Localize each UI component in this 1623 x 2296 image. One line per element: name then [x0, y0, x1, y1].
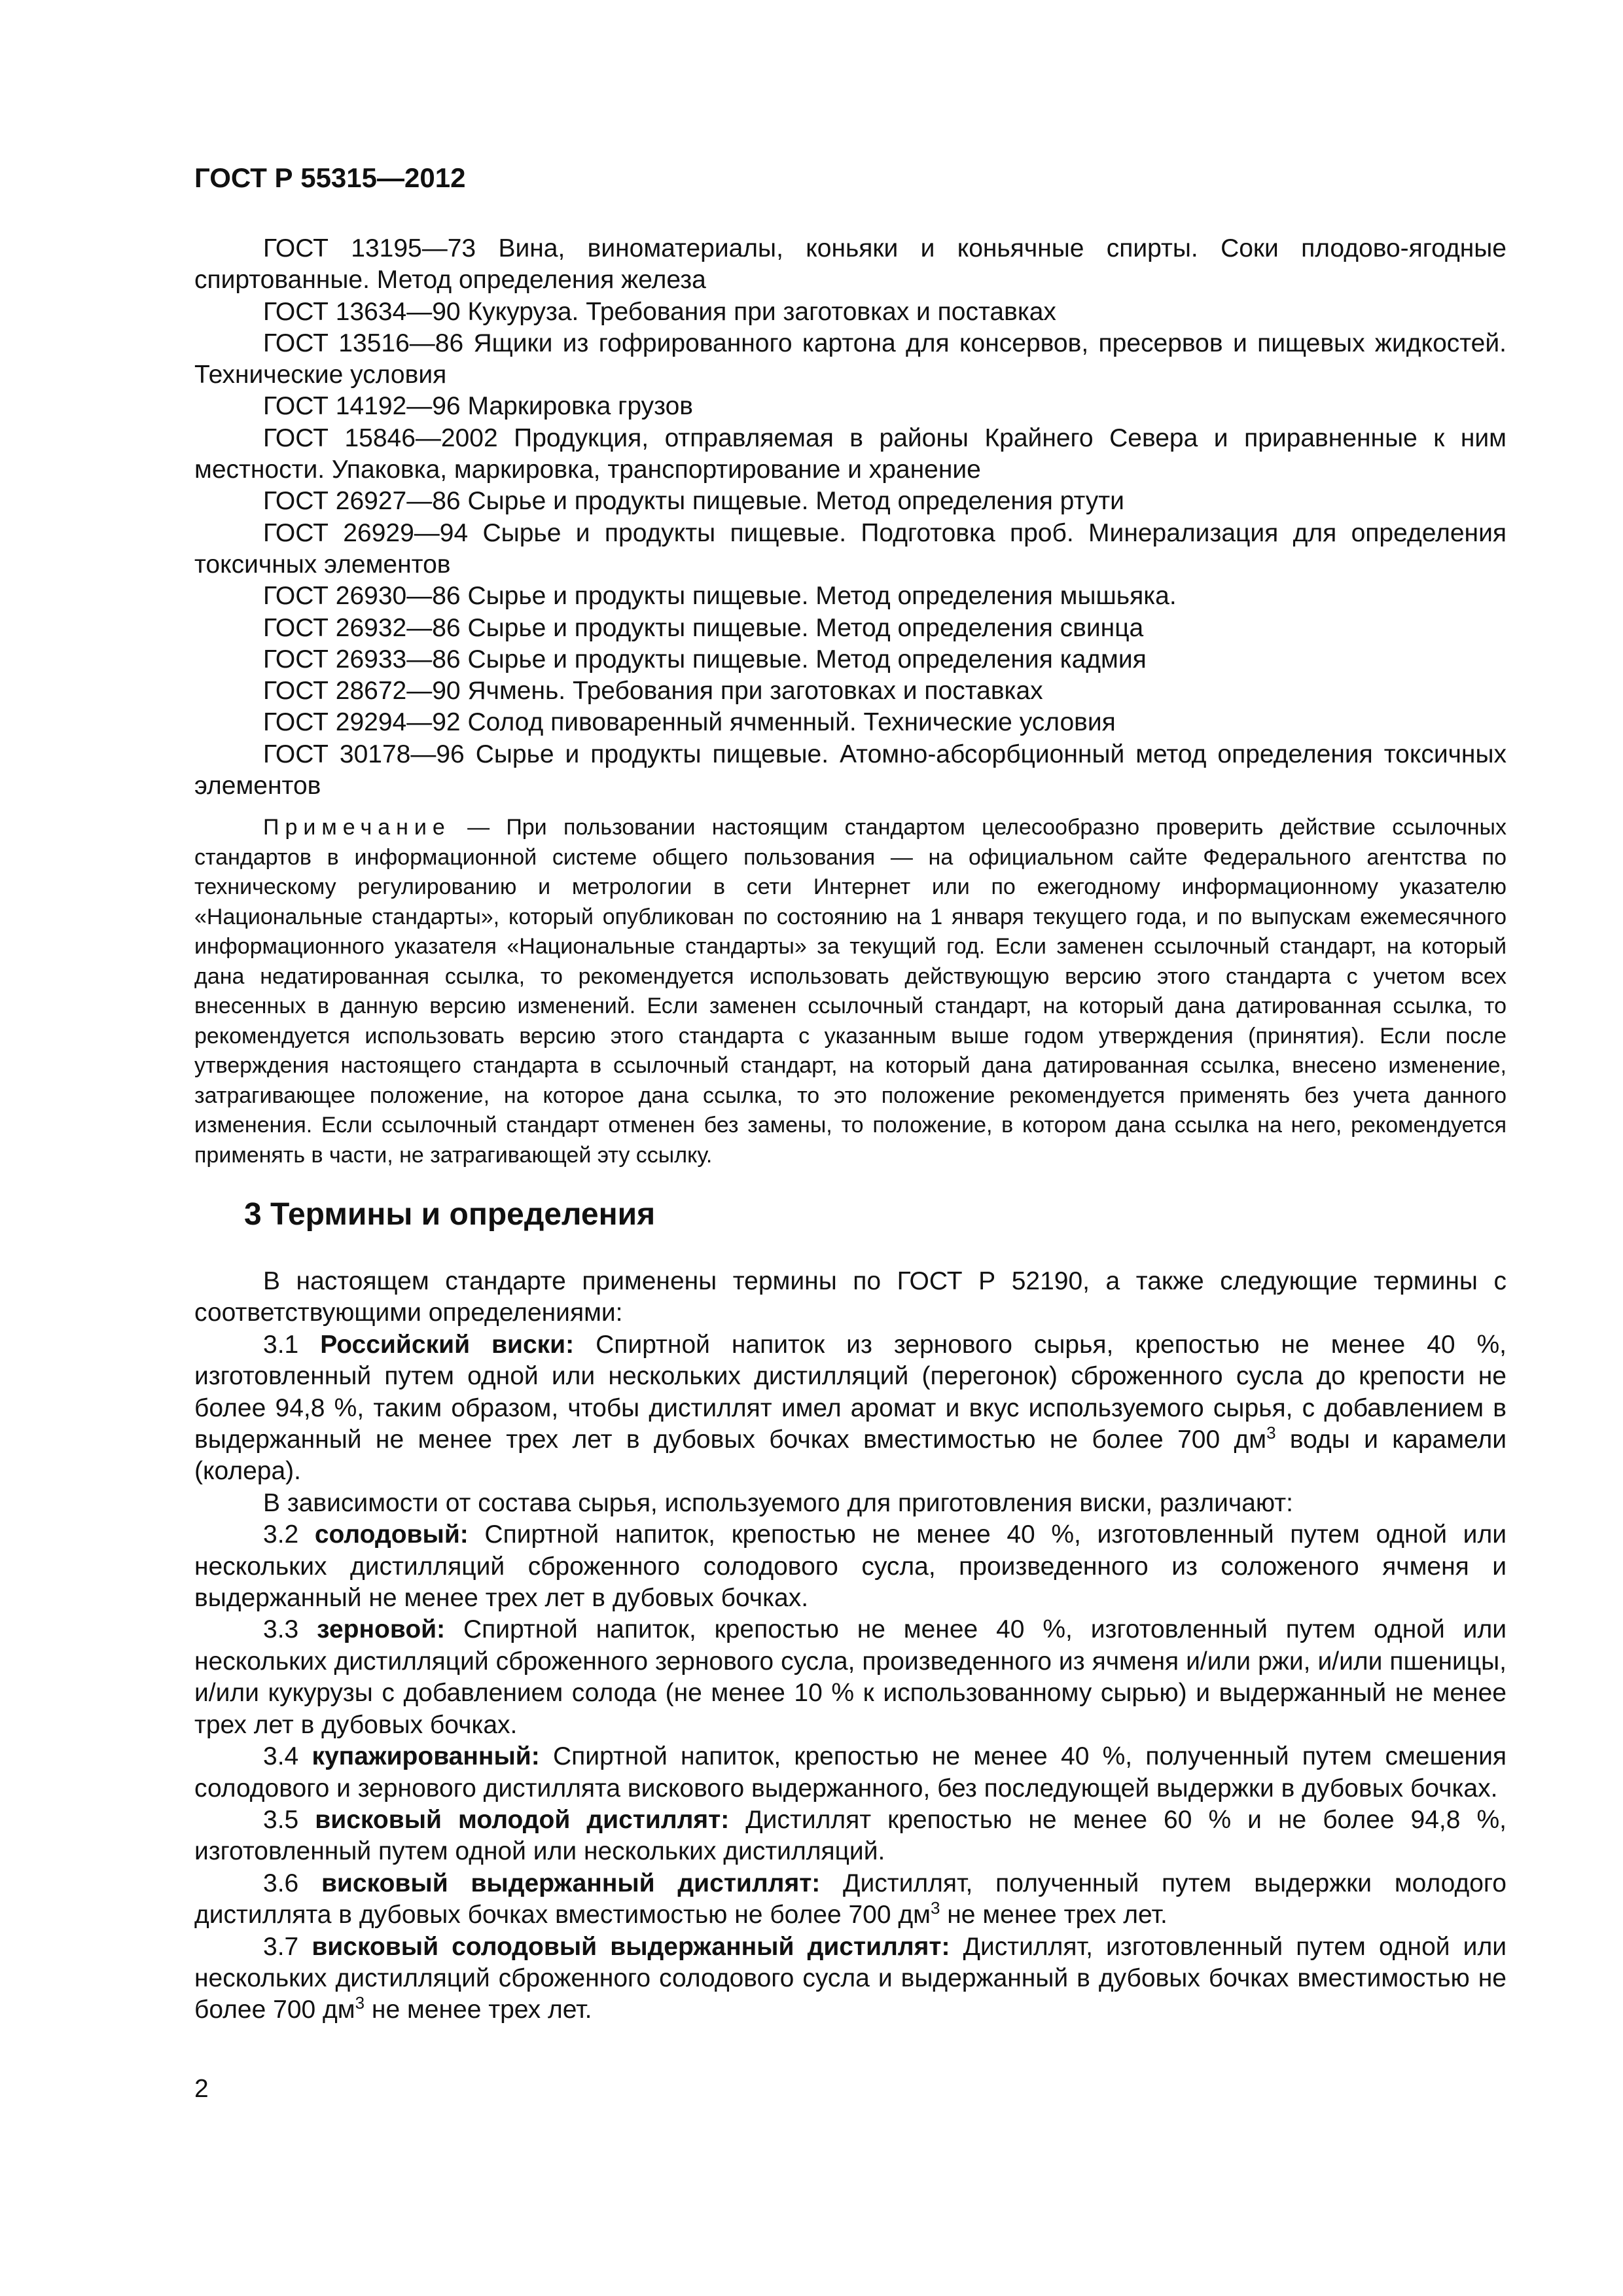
term-3-3	[194, 1614, 1507, 1741]
term-definition: Дистиллят, полученный путем выдержки молодого дистиллята в дубовых бочках вместимостью не более 700 дм	[194, 1869, 1507, 1929]
reference-item: ГОСТ 26929—94 Сырье и продукты пищевые. Подготовка проб. Минерализация для определения токсичных элементов	[194, 518, 1507, 579]
superscript: 3	[355, 1993, 365, 2013]
reference-item: ГОСТ 30178—96 Сырье и продукты пищевые. Атомно-абсорбционный метод определения токсичных элементов	[194, 740, 1507, 800]
reference-item: ГОСТ 13195—73 Вина, виноматериалы, коньяки и коньячные спирты. Соки плодово-ягодные спиртованные. Метод определения железа	[194, 234, 1507, 295]
section-intro: В настоящем стандарте применены термины по ГОСТ Р 52190, а также следующие термины с соответствующими определениями:	[194, 1267, 1507, 1327]
term-number: 3.5	[263, 1805, 315, 1834]
term-number: 3.7	[263, 1932, 312, 1961]
term-3-5	[194, 1804, 1507, 1868]
term-number: 3.1	[263, 1330, 321, 1359]
reference-item: ГОСТ 13634—90 Кукуруза. Требования при заготовках и поставках	[263, 297, 1056, 326]
term-definition: Дистиллят крепостью не менее 60 % и не более 94,8 %, изготовленный путем одной или нескольких дистилляций.	[194, 1805, 1507, 1866]
term-definition-tail: не менее трех лет.	[940, 1901, 1168, 1929]
term-3-1	[194, 1329, 1507, 1488]
term-number: 3.4	[263, 1742, 312, 1771]
reference-item: ГОСТ 29294—92 Солод пивоваренный ячменный. Технические условия	[263, 708, 1116, 737]
term-name: зерновой:	[317, 1615, 446, 1644]
note-label: Примечание	[263, 815, 451, 840]
term-number: 3.2	[263, 1520, 315, 1549]
reference-item: ГОСТ 26930—86 Сырье и продукты пищевые. Метод определения мышьяка.	[263, 582, 1177, 611]
normative-references-list	[194, 233, 1507, 802]
reference-item: ГОСТ 26927—86 Сырье и продукты пищевые. Метод определения ртути	[263, 487, 1124, 516]
term-name: висковый выдержанный дистиллят:	[321, 1869, 821, 1897]
reference-item: ГОСТ 15846—2002 Продукция, отправляемая в районы Крайнего Севера и приравненные к ним местности. Упаковка, маркировка, транспортирование и хранение	[194, 423, 1507, 484]
term-definition: Спиртной напиток, крепостью не менее 40 %, изготовленный путем одной или нескольких дистилляций сброженного солодового сусла, произведенного из соложеного ячменя и выдержанный не менее трех лет в дубовых бочках.	[194, 1520, 1507, 1613]
term-number: 3.3	[263, 1615, 317, 1644]
reference-item: ГОСТ 26932—86 Сырье и продукты пищевые. Метод определения свинца	[263, 613, 1144, 642]
term-definition: Спиртной напиток из зернового сырья, крепостью не менее 40 %, изготовленный путем одной или нескольких дистилляций (перегонок) сброженного сусла до крепости не более 94,8 %, таким образом, чтобы дистиллят имел аромат и вкус используемого сырья, с добавлением в выдержанный не менее трех лет в дубовых бочках вместимостью не более 700 дм	[194, 1330, 1507, 1454]
term-3-4	[194, 1741, 1507, 1804]
section-title: 3 Термины и определения	[244, 1197, 656, 1232]
term-name: висковый солодовый выдержанный дистиллят:	[312, 1932, 950, 1961]
term-definition: Спиртной напиток, крепостью не менее 40 %, полученный путем смешения солодового и зернового дистиллята вискового выдержанного, без последующей выдержки в дубовых бочках.	[194, 1742, 1507, 1803]
term-definition: Спиртной напиток, крепостью не менее 40 %, изготовленный путем одной или нескольких дистилляций сброженного зернового сусла, произведенного из ячменя и/или ржи, и/или пшеницы, и/или кукурузы с добавлением солода (не менее 10 % к использованному сырью) и выдержанный не менее трех лет в дубовых бочках.	[194, 1615, 1507, 1739]
reference-item: ГОСТ 13516—86 Ящики из гофрированного картона для консервов, пресервов и пищевых жидкостей. Технические условия	[194, 329, 1507, 389]
term-definition-tail: воды и карамели (колера).	[194, 1426, 1507, 1486]
reference-item: ГОСТ 26933—86 Сырье и продукты пищевые. Метод определения кадмия	[263, 645, 1147, 673]
term-definition-tail: не менее трех лет.	[365, 1996, 592, 2024]
term-number: 3.6	[263, 1869, 321, 1897]
term-name: Российский виски:	[320, 1330, 575, 1359]
term-3-6	[194, 1868, 1507, 1931]
distinguish-text: В зависимости от состава сырья, используемого для приготовления виски, различают:	[263, 1488, 1293, 1517]
document-header: ГОСТ Р 55315—2012	[194, 162, 466, 193]
reference-item: ГОСТ 28672—90 Ячмень. Требования при заготовках и поставках	[263, 677, 1043, 706]
superscript: 3	[1266, 1423, 1276, 1443]
term-name: купажированный:	[312, 1742, 540, 1771]
term-3-2	[194, 1519, 1507, 1614]
term-3-7	[194, 1931, 1507, 2026]
reference-item: ГОСТ 14192—96 Маркировка грузов	[263, 392, 693, 421]
superscript: 3	[930, 1898, 940, 1918]
section-body	[194, 1266, 1507, 2026]
term-definition: Дистиллят, изготовленный путем одной или нескольких дистилляций сброженного солодового сусла и выдержанный в дубовых бочках вместимостью не более 700 дм	[194, 1932, 1507, 2024]
page-number: 2	[194, 2075, 209, 2103]
term-name: висковый молодой дистиллят:	[315, 1805, 730, 1834]
note-text: — При пользовании настоящим стандартом целесообразно проверить действие ссылочных стандартов в информационной системе общего пользования — на официальном сайте Федерального агентства по техническому регулированию и метрологии в сети Интернет или по ежегодному информационному указателю «Национальные стандарты», который опубликован по состоянию на 1 января текущего года, и по выпускам ежемесячного информационного указателя «Национальные стандарты» за текущий год. Если заменен ссылочный стандарт, на который дана недатированная ссылка, то рекомендуется использовать действующую версию этого стандарта с учетом всех внесенных в данную версию изменений. Если заменен ссылочный стандарт, на который дана датированная ссылка, то рекомендуется использовать версию этого стандарта с указанным выше годом утверждения (принятия). Если после утверждения настоящего стандарта в ссылочный стандарт, на который дана датированная ссылка, внесено изменение, затрагивающее положение, на которое дана ссылка, то это положение рекомендуется применять без учета данного изменения. Если ссылочный стандарт отменен без замены, то положение, в котором дана ссылка на него, рекомендуется применять в части, не затрагивающей эту ссылку.	[194, 815, 1507, 1168]
note	[194, 813, 1507, 1170]
term-name: солодовый:	[314, 1520, 469, 1549]
